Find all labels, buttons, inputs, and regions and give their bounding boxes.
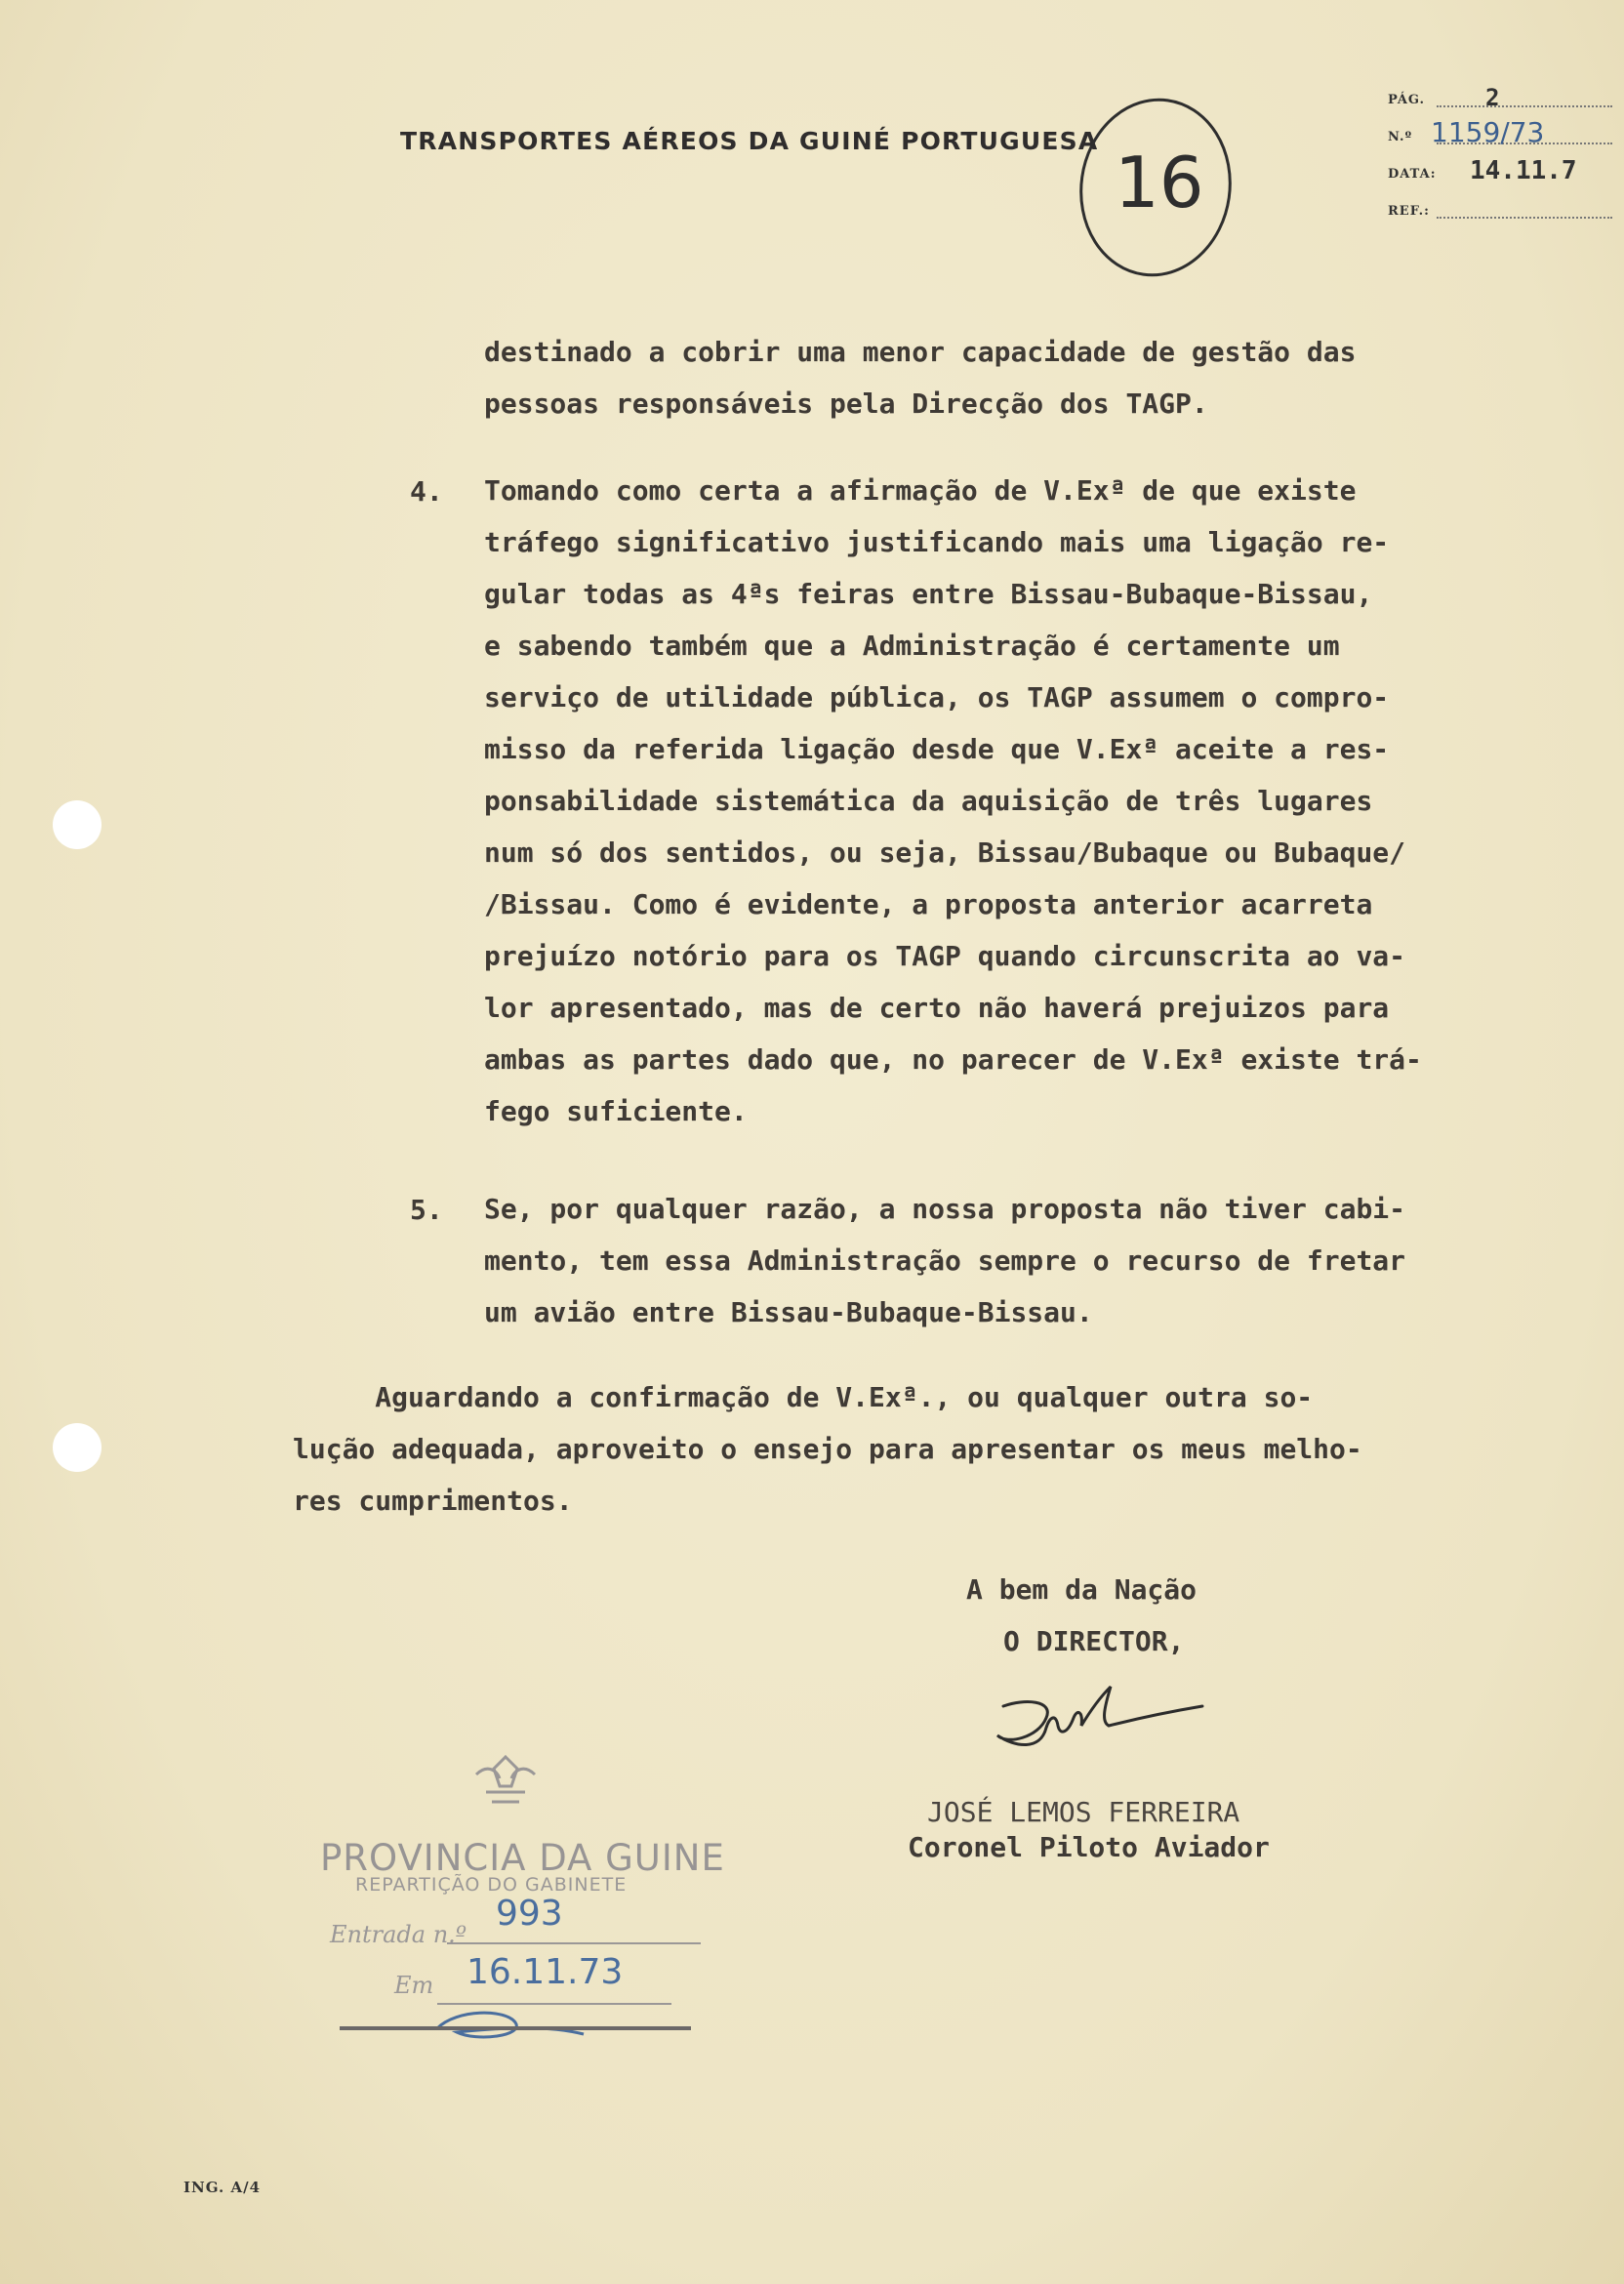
salutation: A bem da Nação <box>966 1573 1198 1606</box>
signer-title: Coronel Piloto Aviador <box>908 1831 1270 1863</box>
stamp-department: REPARTIÇÃO DO GABINETE <box>355 1874 628 1896</box>
stamp-entry-label: Entrada n.º <box>330 1921 467 1948</box>
stamp-bottom-rule <box>340 2026 691 2030</box>
punch-hole-lower <box>53 1423 102 1472</box>
punch-hole-upper <box>53 800 102 849</box>
date-value: 14.11.7 <box>1470 156 1577 185</box>
item-4-paragraph: Tomando como certa a afirmação de V.Exª de que existe tráfego significativo justificando mais uma ligação re- gular todas as 4ªs feiras entre Bissau-Bubaque-Bissau, e sabendo também que a Administração é certamente um serviço de utilidade pública, os TAGP assumem o compro- misso da referida ligação desde que V.Exª aceite a res- ponsabilidade sistemática da aquisição de três lugares num só dos sentidos, ou seja, Bissau/Bubaque ou Bubaque/ /Bissau. Como é evidente, a proposta anterior acarreta prejuízo notório para os TAGP quando circunscrita ao va- lor apresentado, mas de certo não haverá prejuizos para ambas as partes dado que, no parecer de V.Exª existe trá- fego suficiente. <box>484 474 1422 1127</box>
signer-role: O DIRECTOR, <box>1003 1625 1185 1657</box>
page-label: PÁG. <box>1388 93 1426 107</box>
circled-page-annotation <box>1076 90 1239 281</box>
page-value: 2 <box>1485 84 1500 111</box>
hand-drawn-circle-icon <box>1076 90 1239 281</box>
page-field <box>1388 76 1612 113</box>
number-label: N.º <box>1388 130 1413 144</box>
number-value: 1159/73 <box>1431 116 1545 148</box>
stamp-entry-line <box>447 1942 701 1944</box>
handwritten-signature-icon <box>986 1677 1210 1784</box>
date-label: DATA: <box>1388 167 1437 182</box>
closing-paragraph: Aguardando a confirmação de V.Exª., ou qualquer outra so- lução adequada, aproveito o ensejo para apresentar os meus melho- res cumprimentos. <box>293 1381 1362 1517</box>
intro-paragraph: destinado a cobrir uma menor capacidade de gestão das pessoas responsáveis pela Direcção dos TAGP. <box>484 336 1357 420</box>
stamp-initials-icon <box>418 1999 613 2048</box>
coat-of-arms-icon <box>457 1747 554 1825</box>
company-letterhead: TRANSPORTES AÉREOS DA GUINÉ PORTUGUESA <box>400 127 1099 155</box>
form-code: ING. A/4 <box>183 2179 262 2196</box>
stamp-date-label: Em <box>394 1972 434 1999</box>
ref-label: REF.: <box>1388 204 1430 219</box>
number-field <box>1388 113 1612 150</box>
receipt-stamp <box>320 1747 725 2069</box>
ref-field <box>1388 187 1612 224</box>
signer-name: JOSÉ LEMOS FERREIRA <box>927 1796 1240 1828</box>
circled-number: 16 <box>1115 142 1204 224</box>
stamp-date-value: 16.11.73 <box>467 1952 624 1992</box>
date-field <box>1388 150 1612 187</box>
item-5-number: 5. <box>410 1194 443 1226</box>
stamp-province: PROVINCIA DA GUINE <box>320 1837 725 1879</box>
reference-box <box>1388 76 1612 224</box>
item-4-number: 4. <box>410 475 443 508</box>
stamp-entry-number: 993 <box>496 1894 563 1934</box>
item-5-paragraph: Se, por qualquer razão, a nossa proposta não tiver cabi- mento, tem essa Administração sempre o recurso de fretar um avião entre Bissau-Bubaque-Bissau. <box>484 1193 1406 1328</box>
